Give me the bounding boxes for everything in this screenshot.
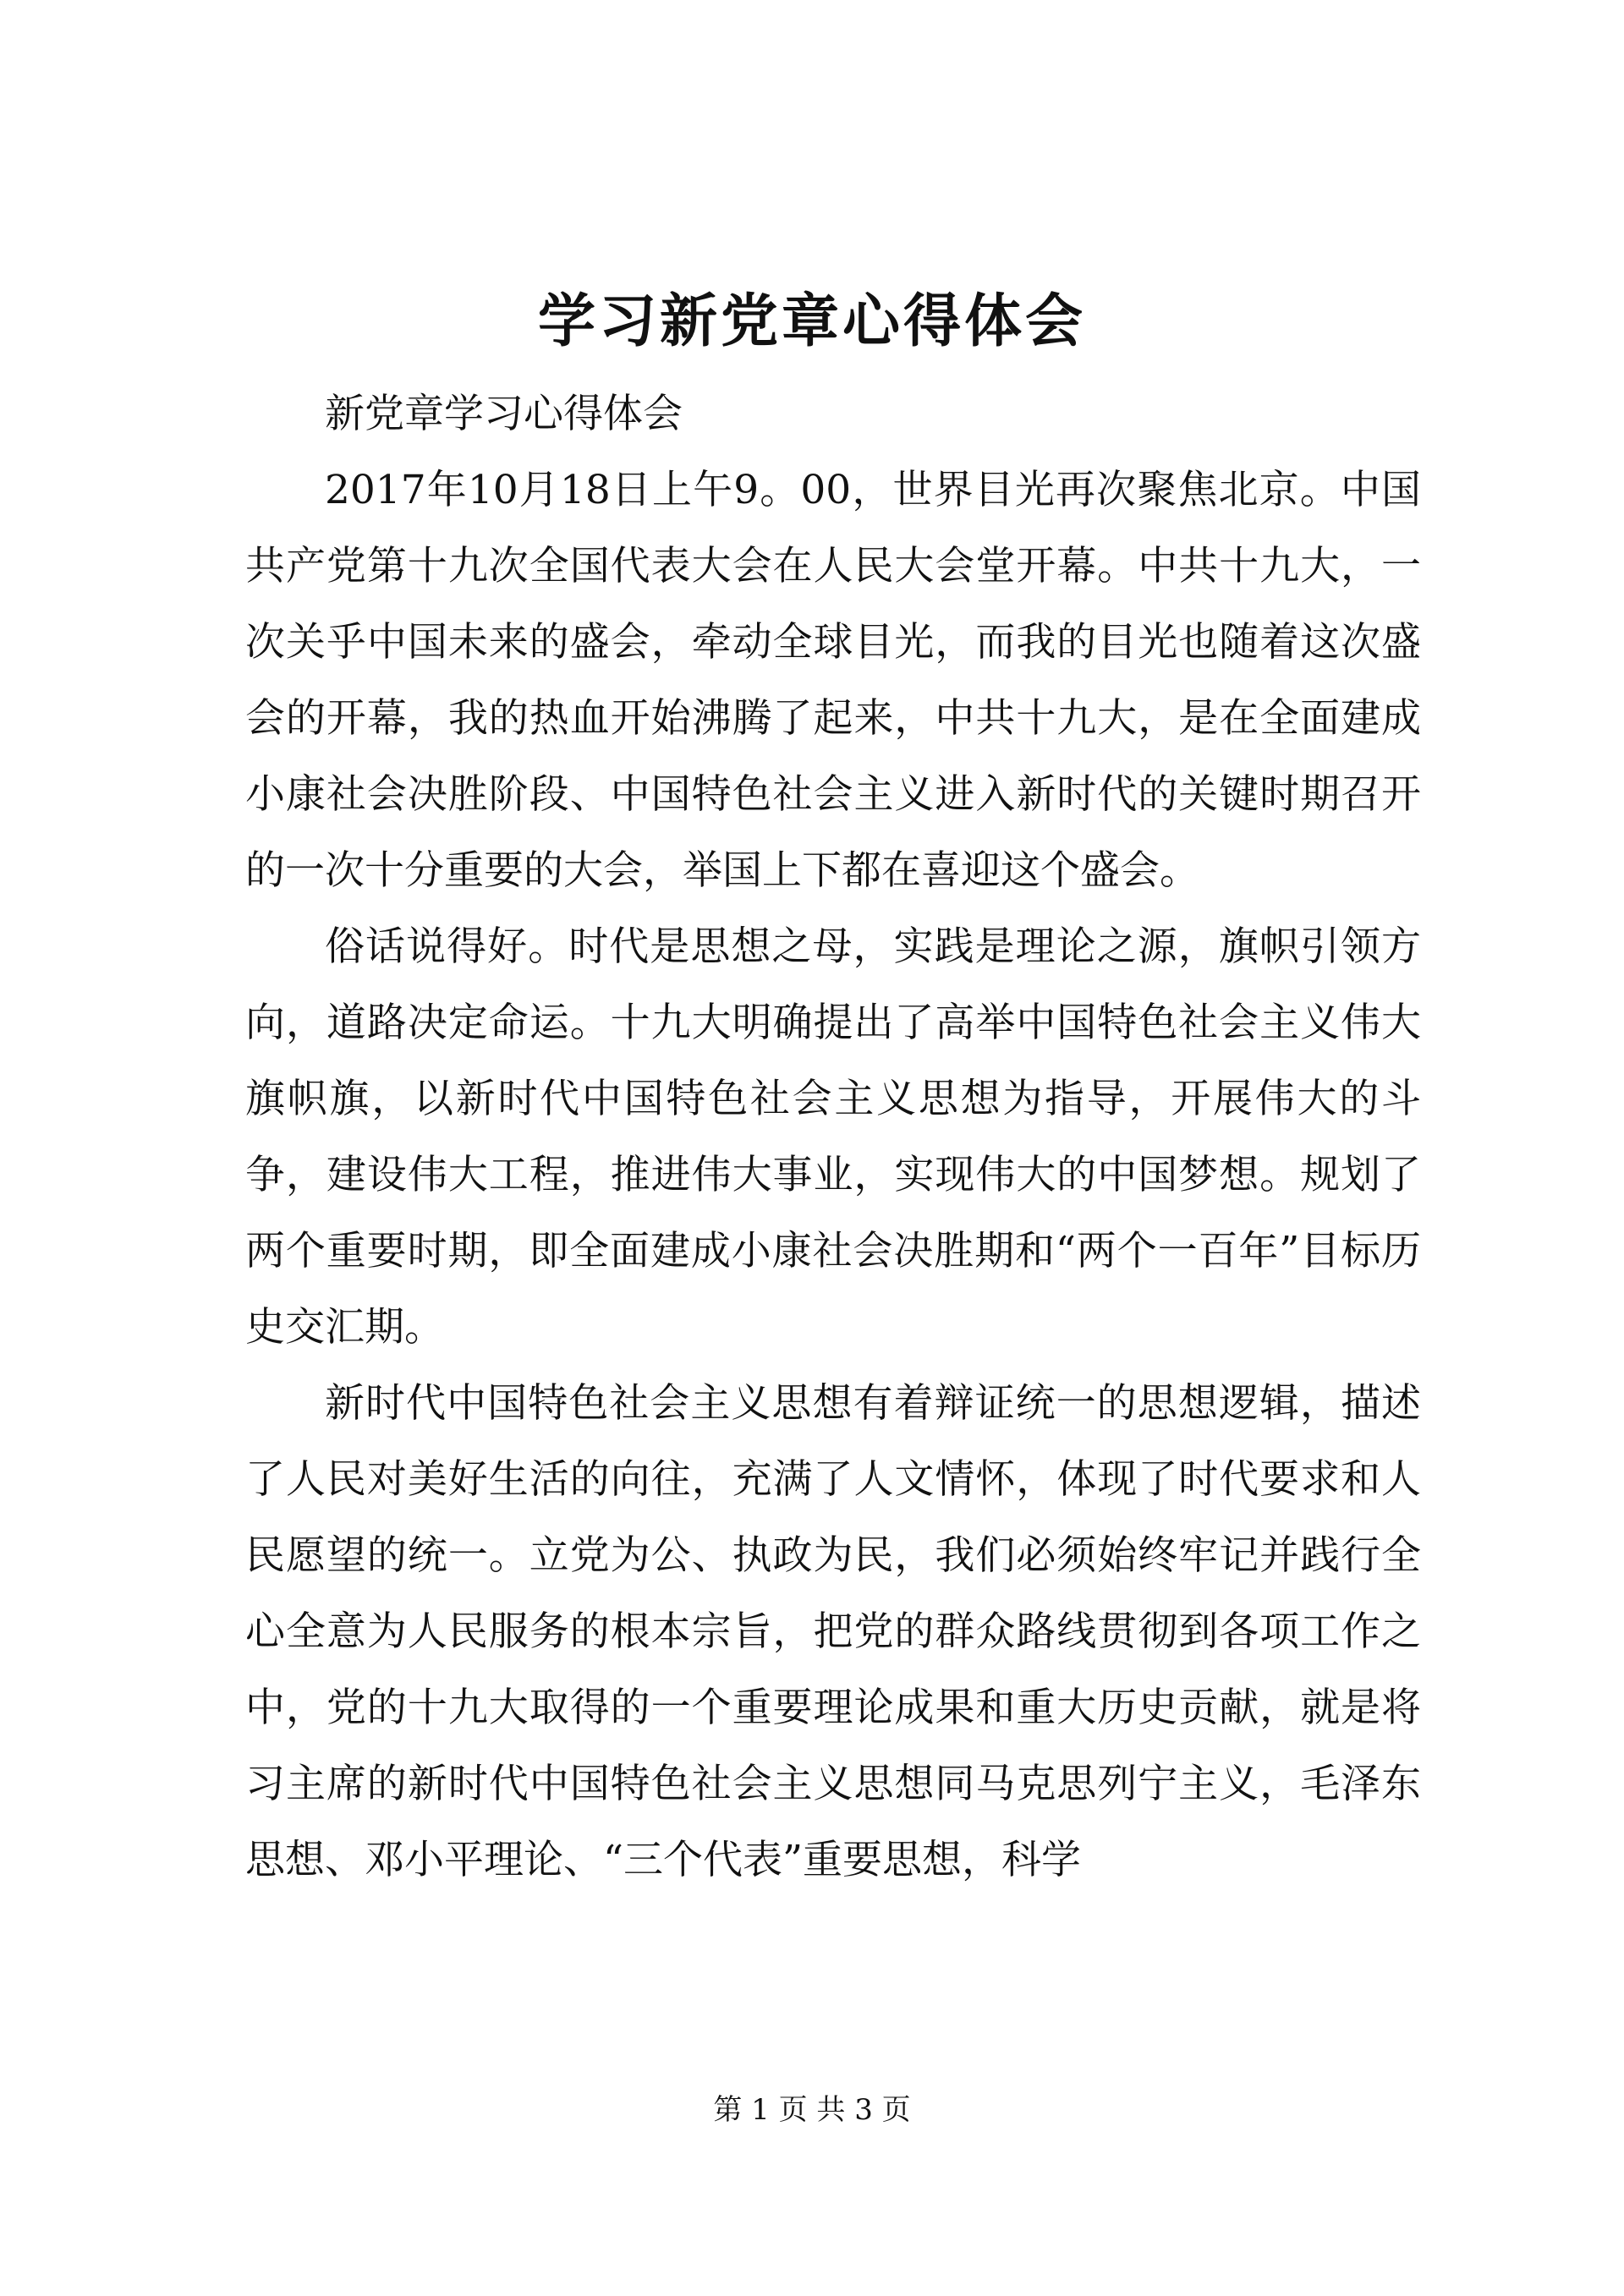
page-number-footer: 第 1 页 共 3 页 xyxy=(713,2093,911,2127)
subtitle-paragraph: 新党章学习心得体会 xyxy=(325,391,683,437)
document-title: 学习新党章心得体会 xyxy=(537,288,1086,355)
body-paragraph-2: 俗话说得好。时代是思想之母，实践是理论之源，旗帜引领方向，道路决定命运。十九大明确提出了高举中国特色社会主义伟大旗帜旗，以新时代中国特色社会主义思想为指导，开展伟大的斗争，建设伟大工程，推进伟大事业，实现伟大的中国梦想。规划了两个重要时期，即全面建成小康社会决胜期和“两个一百年”目标历史交汇期。 xyxy=(245,923,1421,1351)
body-paragraph-1: 2017年10月18日上午9。00，世界目光再次聚焦北京。中国共产党第十九次全国代表大会在人民大会堂开幕。中共十九大，一次关乎中国未来的盛会，牵动全球目光，而我的目光也随着这次盛会的开幕，我的热血开始沸腾了起来，中共十九大，是在全面建成小康社会决胜阶段、中国特色社会主义进入新时代的关键时期召开的一次十分重要的大会，举国上下都在喜迎这个盛会。 xyxy=(245,467,1421,894)
document-body xyxy=(245,376,1421,1899)
body-paragraph-3: 新时代中国特色社会主义思想有着辩证统一的思想逻辑，描述了人民对美好生活的向往，充满了人文情怀，体现了时代要求和人民愿望的统一。立党为公、执政为民，我们必须始终牢记并践行全心全意为人民服务的根本宗旨，把党的群众路线贯彻到各项工作之中，党的十九大取得的一个重要理论成果和重大历史贡献，就是将习主席的新时代中国特色社会主义思想同马克思列宁主义，毛泽东思想、邓小平理论、“三个代表”重要思想，科学 xyxy=(245,1380,1421,1883)
